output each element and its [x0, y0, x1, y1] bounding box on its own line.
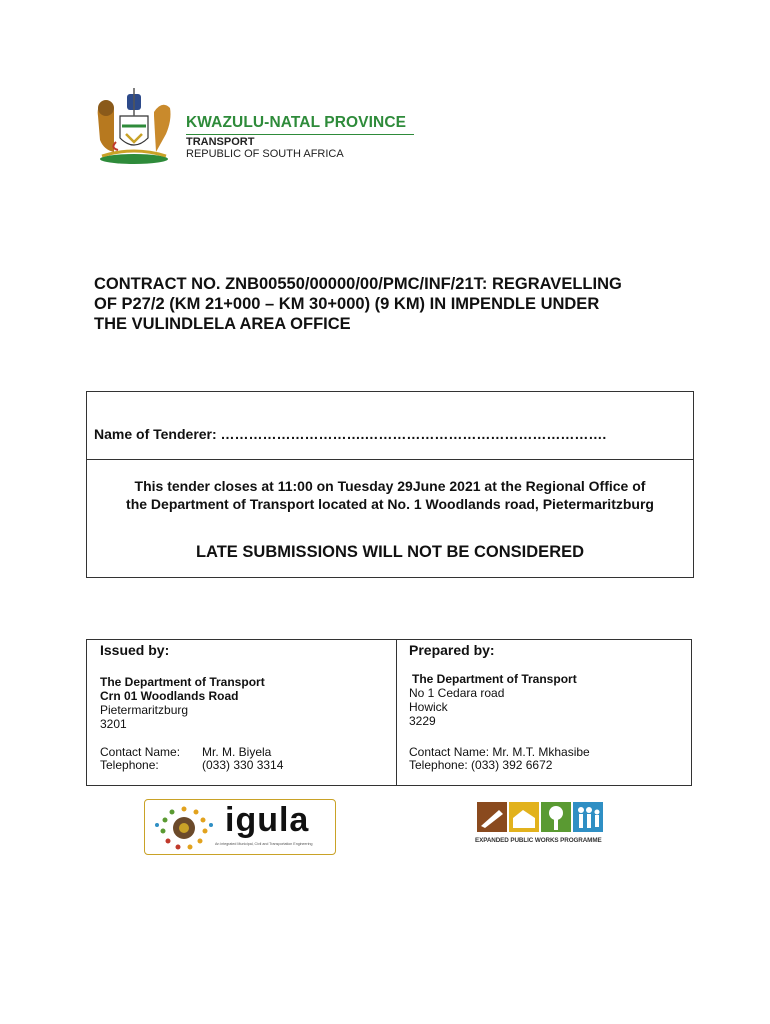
tenderer-name-field: Name of Tenderer: ………………………….…………………………………………….	[94, 426, 607, 442]
kzn-coat-of-arms-logo	[92, 86, 176, 166]
late-submission-notice: LATE SUBMISSIONS WILL NOT BE CONSIDERED	[195, 543, 585, 561]
prepared-city: Howick	[409, 700, 448, 714]
department-name: TRANSPORT	[186, 136, 255, 148]
igula-tagline: An integrated Municipal, Civil and Transportation Engineering	[215, 842, 313, 846]
province-name: KWAZULU-NATAL PROVINCE	[186, 114, 407, 131]
epwp-programme-name: EXPANDED PUBLIC WORKS PROGRAMME	[475, 837, 602, 844]
tender-box-divider	[86, 459, 694, 460]
issued-postal-code: 3201	[100, 717, 127, 731]
issued-city: Pietermaritzburg	[100, 703, 189, 717]
contract-title-line-2: OF P27/2 (KM 21+000 – KM 30+000) (9 KM) IN IMPENDLE UNDER	[94, 295, 600, 313]
issued-phone-number: (033) 330 3314	[202, 758, 284, 772]
prepared-org: The Department of Transport	[412, 672, 577, 686]
issued-by-heading: Issued by:	[100, 642, 170, 658]
header-rule	[186, 134, 414, 135]
prepared-postal-code: 3229	[409, 714, 436, 728]
prepared-contact: Contact Name: Mr. M.T. Mkhasibe	[409, 745, 590, 759]
issued-contact-label: Contact Name:	[100, 745, 181, 759]
issued-street: Crn 01 Woodlands Road	[100, 689, 239, 703]
contract-title-line-1: CONTRACT NO. ZNB00550/00000/00/PMC/INF/21T: REGRAVELLING	[94, 275, 622, 293]
closing-notice	[90, 477, 690, 513]
prepared-by-heading: Prepared by:	[409, 642, 495, 658]
epwp-icons	[477, 800, 607, 834]
prepared-street: No 1 Cedara road	[409, 686, 505, 700]
table-column-divider	[396, 639, 397, 786]
igula-logo	[144, 799, 336, 855]
contract-title-line-3: THE VULINDLELA AREA OFFICE	[94, 315, 351, 333]
igula-dots-icon	[151, 805, 217, 851]
igula-wordmark: igula	[225, 801, 310, 839]
issued-org: The Department of Transport	[100, 675, 265, 689]
epwp-logo	[452, 800, 635, 864]
prepared-phone: Telephone: (033) 392 6672	[409, 758, 553, 772]
issued-contact-name: Mr. M. Biyela	[202, 745, 272, 759]
issued-phone-label: Telephone:	[100, 758, 159, 772]
closing-notice-line-2: the Department of Transport located at No. 1 Woodlands road, Pietermaritzburg	[126, 496, 654, 512]
contract-title	[94, 274, 694, 334]
closing-notice-line-1: This tender closes at 11:00 on Tuesday 29June 2021 at the Regional Office of	[134, 478, 646, 494]
country-name: REPUBLIC OF SOUTH AFRICA	[186, 148, 344, 160]
